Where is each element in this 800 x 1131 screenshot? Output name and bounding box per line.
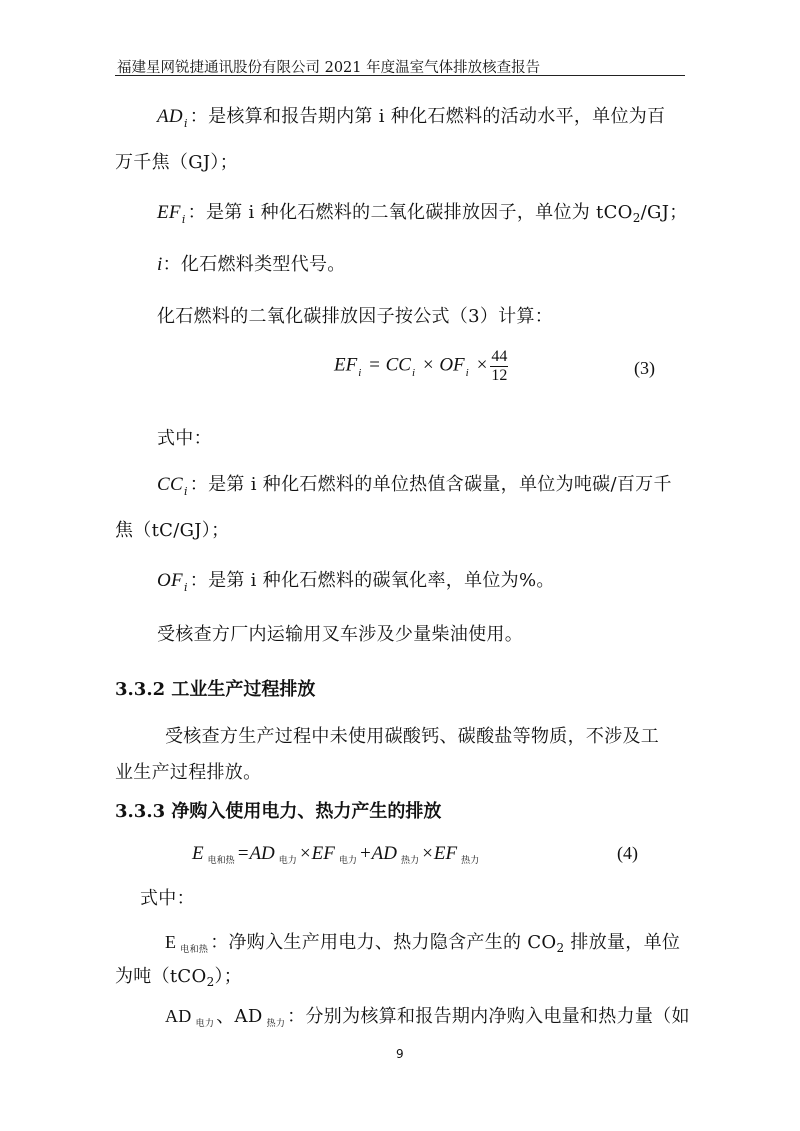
def-cc-line1 bbox=[157, 470, 672, 498]
of-text: ：是第 i 种化石燃料的碳氧化率，单位为%。 bbox=[189, 570, 555, 591]
def-ef bbox=[157, 198, 688, 226]
ef-symbol: EF bbox=[157, 202, 181, 223]
def-cc-line2: 焦（tC/GJ）； bbox=[115, 520, 230, 541]
ef-tail: /GJ； bbox=[640, 202, 688, 223]
formula-4: E $_{电和热}$ =AD $_{电力}$ ×EF $_{电力}$ +AD $_{热力}$ ×EF $_{热力}$ bbox=[192, 843, 480, 865]
where-label-2: 式中： bbox=[140, 888, 195, 909]
i-symbol: i bbox=[157, 254, 163, 275]
def-of bbox=[157, 566, 555, 594]
def-e-line2: 为吨（tCO$_2$）； bbox=[115, 966, 243, 989]
page-number: 9 bbox=[396, 1047, 404, 1061]
i-text: ：化石燃料类型代号。 bbox=[162, 254, 346, 275]
def-ad-line2: 万千焦（GJ）； bbox=[115, 152, 238, 173]
def-e-line1: E $_{电和热}$ ：净购入生产用电力、热力隐含产生的 $CO_2$ 排放量，单位 bbox=[165, 932, 681, 955]
ad-subscript: i bbox=[183, 117, 188, 130]
ef-subscript: i bbox=[181, 213, 186, 226]
cc-subscript: i bbox=[183, 485, 188, 498]
fraction-44-12: $\frac{44}{12}$ bbox=[491, 348, 508, 384]
running-header: 福建星网锐捷通讯股份有限公司 2021 年度温室气体排放核查报告 bbox=[117, 60, 541, 76]
cc-symbol: CC bbox=[157, 474, 183, 495]
forklift-note: 受核查方厂内运输用叉车涉及少量柴油使用。 bbox=[157, 624, 523, 645]
def-ad-elec-heat: AD $_{电力}$ 、AD $_{热力}$ ：分别为核算和报告期内净购入电量和热力量（如 bbox=[165, 1006, 690, 1029]
formula-3: $EF_i = CC_i \times OF_i$ × $\frac{44}{12}$ bbox=[334, 348, 508, 384]
section-332-line1: 受核查方生产过程中未使用碳酸钙、碳酸盐等物质，不涉及工 bbox=[165, 726, 660, 747]
cc-text-1: ：是第 i 种化石燃料的单位热值含碳量，单位为吨碳/百万千 bbox=[189, 474, 672, 495]
formula-3-number: (3) bbox=[634, 358, 655, 378]
formula3-intro: 化石燃料的二氧化碳排放因子按公式（3）计算： bbox=[157, 306, 554, 327]
def-i bbox=[157, 250, 346, 276]
ef-text: ：是第 i 种化石燃料的二氧化碳排放因子，单位为 tCO bbox=[187, 202, 633, 223]
heading-3-3-3: 3.3.3 净购入使用电力、热力产生的排放 bbox=[115, 801, 442, 822]
heading-3-3-2: 3.3.2 工业生产过程排放 bbox=[115, 679, 316, 700]
of-subscript: i bbox=[183, 581, 188, 594]
header-rule bbox=[115, 75, 685, 76]
formula-4-number: (4) bbox=[617, 843, 638, 863]
section-332-line2: 业生产过程排放。 bbox=[115, 762, 262, 783]
ef-co2-subscript: 2 bbox=[632, 211, 641, 225]
def-ad-line1 bbox=[157, 102, 665, 130]
where-label-1: 式中： bbox=[157, 428, 212, 449]
ad-symbol: AD bbox=[157, 106, 183, 127]
ad-text-1: ：是核算和报告期内第 i 种化石燃料的活动水平，单位为百 bbox=[189, 106, 666, 127]
of-symbol: OF bbox=[157, 570, 183, 591]
